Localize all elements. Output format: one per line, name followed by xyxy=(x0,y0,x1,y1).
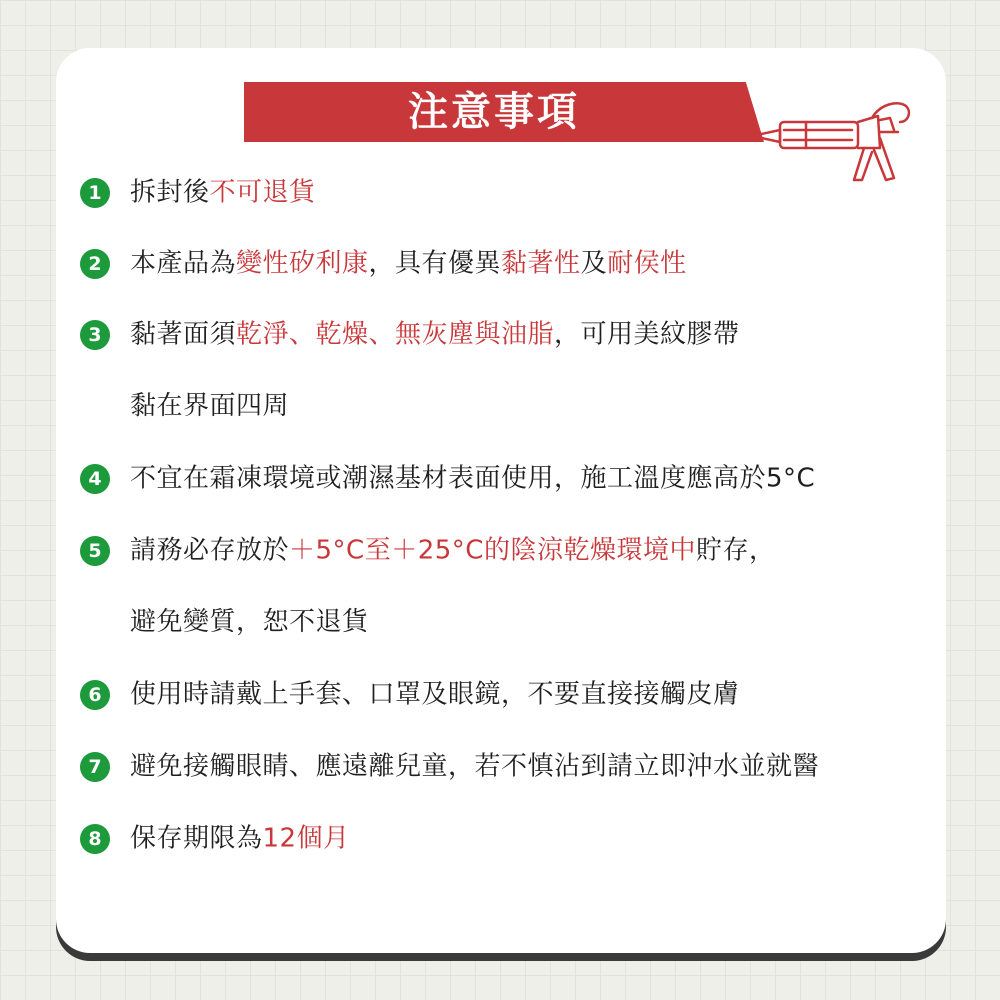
list-item-continuation: 黏在界面四周 xyxy=(130,391,290,421)
list-item: 7 避免接觸眼睛、應遠離兒童，若不慎沾到請立即沖水並就醫 xyxy=(80,746,819,786)
number-badge: 6 xyxy=(80,680,110,710)
list-item: 5 請務必存放於＋5°C至＋25°C的陰涼乾燥環境中貯存， xyxy=(80,530,775,570)
list-item: 6 使用時請戴上手套、口罩及眼鏡，不要直接接觸皮膚 xyxy=(80,674,740,714)
list-item: 1 拆封後不可退貨 xyxy=(80,172,316,212)
list-item: 2 本產品為變性矽利康，具有優異黏著性及耐侯性 xyxy=(80,243,687,283)
number-badge: 2 xyxy=(80,249,110,279)
number-badge: 8 xyxy=(80,824,110,854)
number-badge: 1 xyxy=(80,178,110,208)
list-item: 4 不宜在霜凍環境或潮濕基材表面使用，施工溫度應高於5°C xyxy=(80,458,815,498)
list-item-continuation: 避免變質，恕不退貨 xyxy=(130,607,369,637)
list-item: 3 黏著面須乾淨、乾燥、無灰塵與油脂，可用美紋膠帶 xyxy=(80,314,740,354)
page-title: 注意事項 xyxy=(408,89,580,135)
number-badge: 4 xyxy=(80,464,110,494)
caulking-gun-icon xyxy=(748,96,918,186)
number-badge: 3 xyxy=(80,320,110,350)
list-item: 8 保存期限為12個月 xyxy=(80,818,350,858)
number-badge: 7 xyxy=(80,752,110,782)
number-badge: 5 xyxy=(80,536,110,566)
